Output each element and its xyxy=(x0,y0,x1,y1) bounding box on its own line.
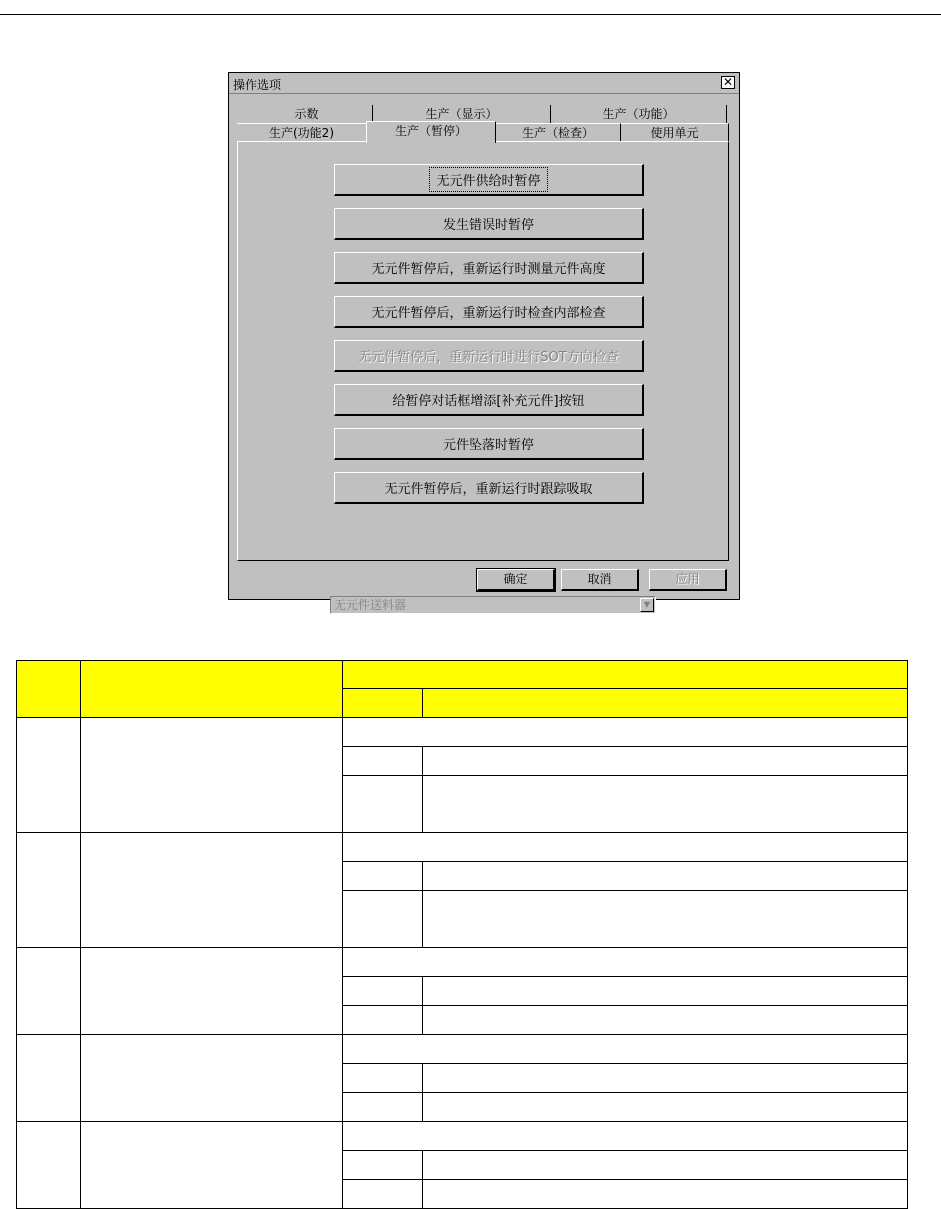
table-cell xyxy=(81,948,343,1035)
feeder-select-value: 无元件送料器 xyxy=(334,598,407,612)
table-cell xyxy=(17,718,81,833)
tab-production-function[interactable]: 生产（功能） xyxy=(551,105,727,123)
table-cell xyxy=(343,862,423,891)
top-rule xyxy=(0,14,941,15)
table-cell xyxy=(343,776,423,833)
table-cell xyxy=(343,1006,423,1035)
table-cell xyxy=(343,1064,423,1093)
close-icon: ✕ xyxy=(722,75,734,89)
cancel-button[interactable]: 取消 xyxy=(561,569,639,591)
option-label: 无元件暂停后，重新运行时跟踪吸取 xyxy=(384,482,593,497)
tab-production-inspection[interactable]: 生产（检查） xyxy=(496,123,621,141)
header-cell-no xyxy=(17,661,81,718)
table-cell xyxy=(17,1035,81,1122)
table-cell xyxy=(423,1006,908,1035)
table-cell xyxy=(343,833,908,862)
table-cell xyxy=(343,1093,423,1122)
option-pause-on-error[interactable] xyxy=(334,208,644,240)
dialog-title: 操作选项 xyxy=(233,78,282,92)
table-cell xyxy=(423,891,908,948)
table-cell xyxy=(423,1064,908,1093)
header-cell-setting xyxy=(343,661,908,689)
chevron-down-icon: ▼ xyxy=(640,598,654,612)
option-sot-direction-check xyxy=(334,340,644,372)
table-cell xyxy=(343,891,423,948)
table-cell xyxy=(343,1180,423,1209)
operation-options-dialog xyxy=(228,72,740,612)
table-cell xyxy=(343,948,908,977)
table-cell xyxy=(81,718,343,833)
table-cell xyxy=(343,1122,908,1151)
feeder-select xyxy=(330,596,656,614)
header-cell-item xyxy=(81,661,343,718)
option-label: 无元件供给时暂停 xyxy=(430,168,546,191)
table-cell xyxy=(81,1122,343,1209)
apply-button: 应用 xyxy=(649,569,727,591)
title-bar xyxy=(229,73,739,94)
table-cell xyxy=(343,1035,908,1064)
table-cell xyxy=(343,718,908,747)
option-pause-no-parts-supply[interactable] xyxy=(334,164,644,196)
table-cell xyxy=(343,977,423,1006)
table-cell xyxy=(423,1093,908,1122)
header-cell-value xyxy=(343,689,423,718)
table-cell xyxy=(81,833,343,948)
option-label: 无元件暂停后，重新运行时检查内部检查 xyxy=(371,306,606,321)
table-cell xyxy=(423,747,908,776)
option-label: 无元件暂停后，重新运行时测量元件高度 xyxy=(371,262,606,277)
table-cell xyxy=(423,1151,908,1180)
table-cell xyxy=(17,1122,81,1209)
option-label: 发生错误时暂停 xyxy=(442,218,534,233)
tab-production-display[interactable]: 生产（显示） xyxy=(373,105,551,123)
table-cell xyxy=(81,1035,343,1122)
tab-production-function2[interactable]: 生产(功能2) xyxy=(237,123,367,141)
table-cell xyxy=(423,977,908,1006)
option-track-pickup-on-restart[interactable] xyxy=(334,472,644,504)
table-cell xyxy=(343,1151,423,1180)
ok-button[interactable]: 确定 xyxy=(477,569,555,591)
table-cell xyxy=(423,862,908,891)
tab-display-count[interactable]: 示数 xyxy=(241,105,373,123)
option-label: 给暂停对话框增添[补充元件]按钮 xyxy=(392,394,585,409)
option-label: 无元件暂停后，重新运行时进行SOT方向检查 xyxy=(358,350,619,365)
option-pause-on-part-drop[interactable] xyxy=(334,428,644,460)
tab-production-pause[interactable]: 生产（暂停） xyxy=(366,121,496,143)
option-spec-table xyxy=(16,660,908,1209)
option-measure-height-on-restart[interactable] xyxy=(334,252,644,284)
option-internal-check-on-restart[interactable] xyxy=(334,296,644,328)
table-cell xyxy=(17,833,81,948)
option-label: 元件坠落时暂停 xyxy=(442,438,534,453)
table-cell xyxy=(423,776,908,833)
close-button[interactable] xyxy=(721,76,735,89)
header-cell-description xyxy=(423,689,908,718)
tab-use-unit[interactable]: 使用单元 xyxy=(621,123,729,141)
table-cell xyxy=(343,747,423,776)
table-cell xyxy=(423,1180,908,1209)
table-cell xyxy=(17,948,81,1035)
option-add-replenish-button[interactable] xyxy=(334,384,644,416)
